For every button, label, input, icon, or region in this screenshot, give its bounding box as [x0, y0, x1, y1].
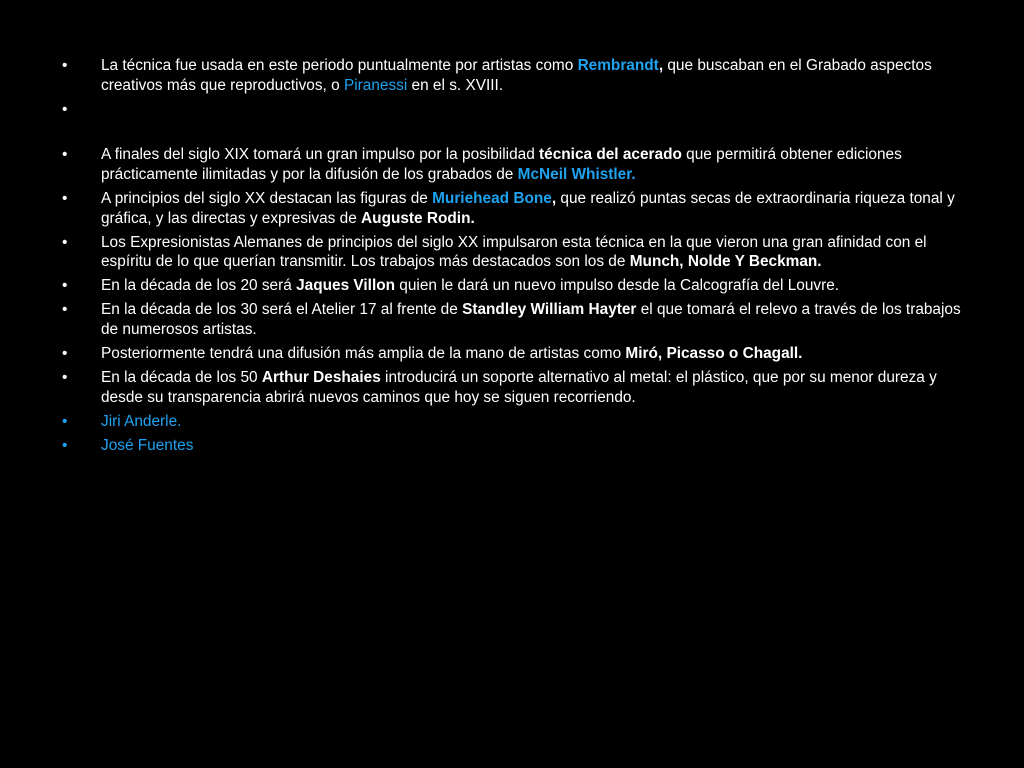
bullet-text: En la década de los 50: [101, 369, 262, 387]
link-text[interactable]: Jiri Anderle.: [101, 412, 182, 430]
bold-text: Standley William Hayter: [462, 301, 637, 319]
bullet-text: introducirá un soporte alternativo al metal: el plástico, que por su menor dureza y desde su transparencia abrirá nuevos caminos que hoy se siguen recorriendo.: [101, 369, 937, 406]
bold-text: Arthur Deshaies: [261, 369, 381, 387]
bullet-link-item[interactable]: [62, 436, 962, 456]
bullet-item: [62, 56, 962, 95]
bold-text: ,: [658, 57, 668, 74]
bullet-text: en el s. XVIII.: [407, 76, 504, 94]
highlighted-name: Piranessi: [343, 76, 408, 94]
bullet-item: [62, 233, 962, 272]
bullet-text: que permitirá obtener ediciones prácticamente ilimitadas y por la difusión de los grabados de: [101, 146, 902, 183]
bullet-item: [62, 344, 962, 364]
bullet-text: En la década de los 30 será el Atelier 17 al frente de: [101, 301, 463, 319]
bold-text: Jaques Villon: [296, 277, 396, 295]
bullet-text: A principios del siglo XX destacan las figuras de: [101, 189, 433, 207]
bullet-text: que realizó puntas secas de extraordinaria riqueza tonal y gráfica, y las directas y expresivas de: [101, 189, 955, 227]
bullet-text: La técnica fue usada en este periodo puntualmente por artistas como: [101, 57, 578, 74]
bullet-text: quien le dará un nuevo impulso desde la Calcografía del Louvre.: [395, 277, 840, 295]
bullet-text: Posteriormente tendrá una difusión más amplia de la mano de artistas como: [101, 345, 626, 363]
bold-text: Miró, Picasso o Chagall.: [625, 345, 803, 363]
bullet-item: [62, 100, 962, 120]
link-text[interactable]: José Fuentes: [101, 437, 194, 454]
bullet-text: A finales del siglo XIX tomará un gran impulso por la posibilidad: [101, 146, 540, 164]
bullet-text: el que tomará el relevo a través de los trabajos de numerosos artistas.: [101, 301, 961, 339]
bold-text: Munch, Nolde Y Beckman.: [629, 253, 822, 271]
bullet-text: En la década de los 20 será: [101, 277, 297, 295]
bullet-link-item[interactable]: [62, 412, 962, 432]
bullet-item: [62, 189, 962, 228]
bullet-item: [62, 276, 962, 296]
highlighted-name: McNeil Whistler.: [517, 165, 636, 183]
bullet-item: [62, 300, 962, 339]
highlighted-name: Rembrandt: [577, 57, 659, 74]
bullet-item: [62, 368, 962, 407]
bold-text: ,: [551, 189, 557, 207]
bullet-list: [62, 56, 962, 460]
highlighted-name: Muriehead Bone: [432, 189, 552, 207]
bold-text: Auguste Rodin.: [361, 209, 475, 227]
bullet-item: [62, 145, 962, 184]
bullet-text: Los Expresionistas Alemanes de principios del siglo XX impulsaron esta técnica en la que vieron una gran afinidad con el espíritu de lo que querían transmitir. Los trabajos más destacados son los de: [101, 233, 927, 271]
bold-text: técnica del acerado: [539, 146, 682, 164]
bullet-text: que buscaban en el Grabado aspectos creativos más que reproductivos, o: [101, 57, 932, 94]
